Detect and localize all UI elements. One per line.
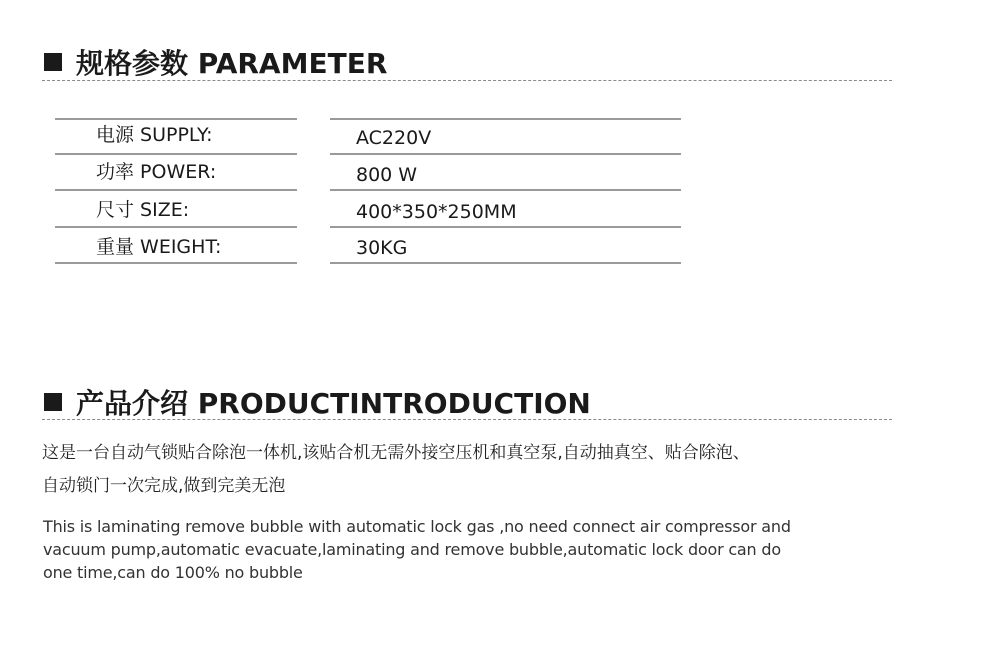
param-label-supply: 电源 SUPPLY: [96, 124, 213, 146]
section-divider [42, 80, 892, 81]
intro-en-line: one time,can do 100% no bubble [43, 563, 303, 582]
introduction-title-text: 产品介绍 PRODUCTINTRODUCTION [76, 387, 591, 420]
table-rule [330, 262, 681, 264]
param-value-size: 400*350*250MM [356, 201, 517, 223]
table-rule [330, 226, 681, 228]
table-rule [330, 118, 681, 120]
intro-en-line: This is laminating remove bubble with automatic lock gas ,no need connect air compressor and [43, 517, 791, 536]
parameter-section-title [44, 42, 387, 82]
section-divider [42, 419, 892, 420]
param-value-weight: 30KG [356, 237, 408, 259]
param-label-weight: 重量 WEIGHT: [96, 236, 222, 258]
table-rule [55, 262, 297, 264]
square-bullet-icon [44, 393, 62, 411]
table-rule [55, 226, 297, 228]
introduction-section-title [44, 382, 591, 422]
parameter-title-text: 规格参数 PARAMETER [76, 47, 388, 80]
param-label-size: 尺寸 SIZE: [96, 199, 190, 221]
param-label-power: 功率 POWER: [96, 161, 217, 183]
param-value-power: 800 W [356, 164, 418, 186]
intro-en-line: vacuum pump,automatic evacuate,laminating and remove bubble,automatic lock door can do [43, 540, 781, 559]
intro-cn-line: 这是一台自动气锁贴合除泡一体机,该贴合机无需外接空压机和真空泵,自动抽真空、贴合除泡、 [42, 443, 750, 463]
table-rule [330, 153, 681, 155]
table-rule [55, 118, 297, 120]
intro-cn-line: 自动锁门一次完成,做到完美无泡 [42, 476, 286, 496]
table-rule [55, 153, 297, 155]
param-value-supply: AC220V [356, 127, 432, 149]
table-rule [55, 189, 297, 191]
square-bullet-icon [44, 53, 62, 71]
table-rule [330, 189, 681, 191]
